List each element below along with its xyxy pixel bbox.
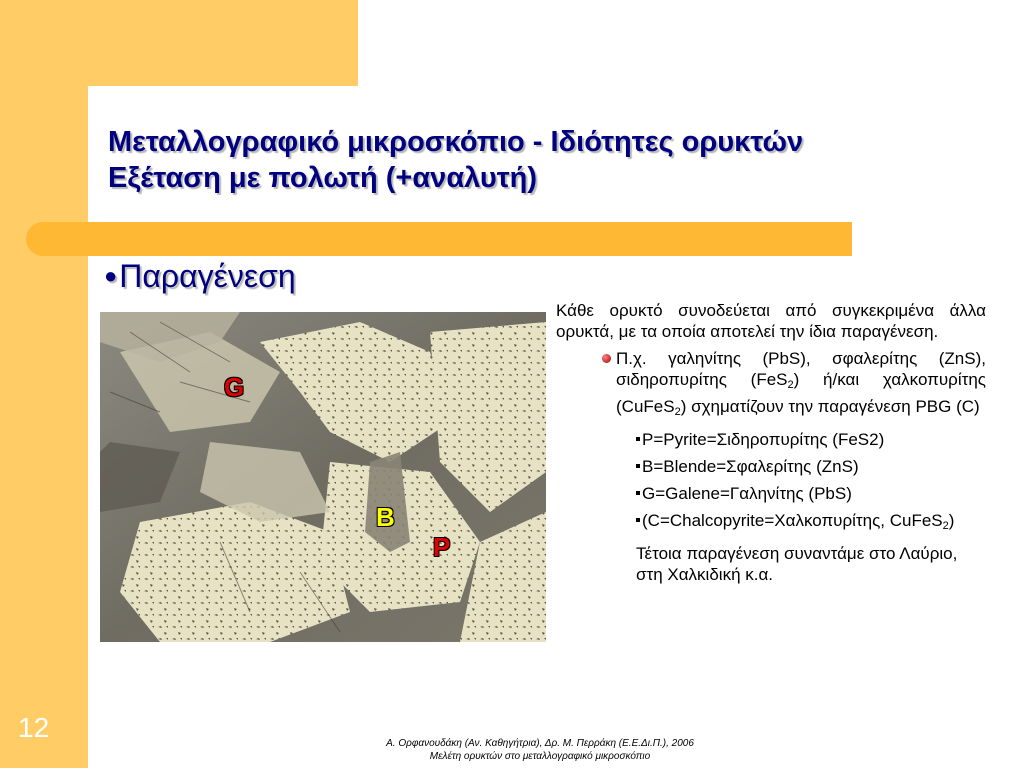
list-item-text: G=Galene=Γαληνίτης (PbS) [642,484,852,503]
list-item-galene [636,483,986,504]
list-item-chalcopyrite [636,510,986,537]
square-bullet-icon [636,437,640,441]
slide-number: 12 [18,712,50,743]
example-text-a: Π.χ. γαληνίτης (PbS), σφαλερίτης (ZnS), σιδηροπυρίτης (FeS [616,349,986,389]
list-item-text: (C=Chalcopyrite=Χαλκοπυρίτης, CuFeS [642,511,943,530]
mineral-list [636,429,986,585]
example-text-c: ) σχηματίζουν την παραγένεση PBG (C) [680,397,980,416]
example-text-b: ) ή/και χαλκοπυρίτης (CuFeS [616,370,986,416]
list-item-text: B=Blende=Σφαλερίτης (ZnS) [642,457,859,476]
list-item-pyrite [636,429,986,450]
footer [200,737,880,763]
bullet-dot-icon: ● [104,263,118,288]
ball-bullet-icon [602,354,611,363]
closing-text: Τέτοια παραγένεση συναντάμε στο Λαύριο, στη Χαλκιδική κ.α. [636,544,958,584]
left-accent-band [0,0,88,768]
label-blende [376,504,395,530]
label-pyrite [433,534,450,560]
example-paragraph [616,348,986,423]
micrograph-image [100,312,546,642]
list-item-text: P=Pyrite=Σιδηροπυρίτης (FeS2) [642,430,885,449]
intro-paragraph: Κάθε ορυκτό συνοδεύεται από συγκεκριμένα άλλα ορυκτά, με τα οποία αποτελεί την ίδια παραγένεση. [556,301,986,341]
corner-curve [88,86,128,126]
label-galena [224,374,244,400]
square-bullet-icon [636,518,640,522]
slide-title [108,124,988,196]
square-bullet-icon [636,464,640,468]
square-bullet-icon [636,491,640,495]
top-accent-band [0,0,358,86]
list-item-text-end: ) [948,511,955,530]
example-subscript-2: 2 [674,406,681,418]
label-b-text: B [376,502,395,532]
heading-text: Παραγένεση [119,258,296,294]
example-subscript-1: 2 [787,379,794,391]
micrograph-photo [100,312,546,642]
title-line-1: Μεταλλογραφικό μικροσκόπιο - Ιδιότητες ορυκτών [108,126,804,158]
title-line-2: Εξέταση με πολωτή (+αναλυτή) [108,162,538,194]
list-item-subscript: 2 [942,520,949,532]
label-g-text: G [224,372,245,402]
footer-line-2: Μελέτη ορυκτών στο μεταλλογραφικό μικροσκόπιο [429,751,651,762]
body-text [556,300,986,591]
title-divider-bar [26,222,852,256]
list-item-blende [636,456,986,477]
footer-line-1: Α. Ορφανουδάκη (Αν. Καθηγήτρια), Δρ. Μ. Περράκη (Ε.Ε.Δι.Π.), 2006 [386,738,694,749]
label-p-text: P [433,532,451,562]
section-heading [104,258,296,295]
